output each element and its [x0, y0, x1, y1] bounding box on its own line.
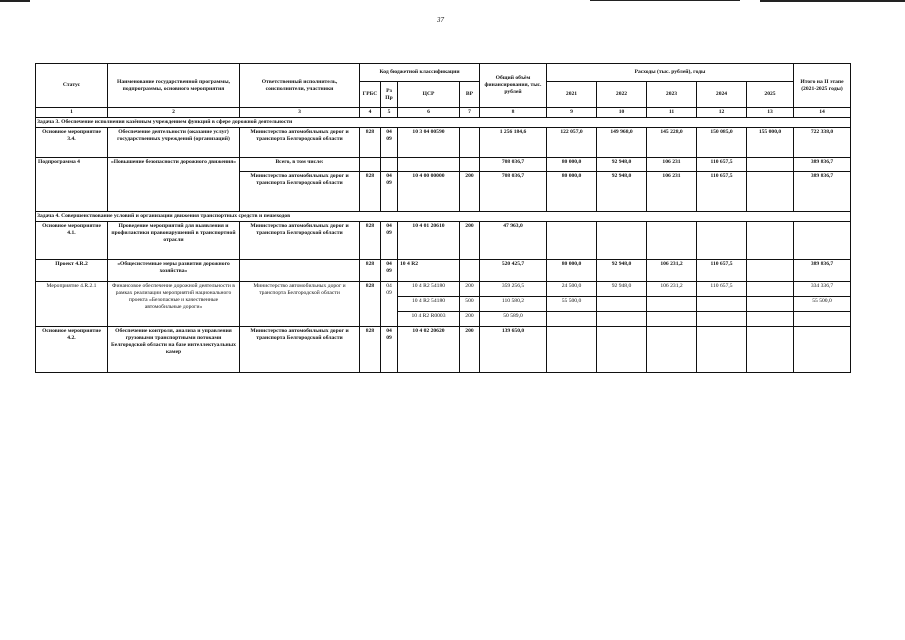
cell-status: Основное мероприятие 4.2. [36, 327, 108, 373]
cell-grbs: 828 [360, 260, 381, 282]
cell-2021: 122 057,0 [547, 128, 597, 158]
cell-2023: 106 231 [647, 172, 697, 212]
cell-2023 [647, 297, 697, 312]
cell-rzpr: 04 09 [381, 282, 398, 327]
cell-itogo: 389 836,7 [794, 260, 851, 282]
cell-2021 [547, 222, 597, 260]
task-3-heading: Задача 3. Обеспечение исполнения казённым учреждением функций в сфере дорожной деятельности [36, 118, 851, 128]
cell-responsible: Министерство автомобильных дорог и транспорта Белгородской области [240, 172, 360, 212]
cell-csr: 10 4 R2 54180 [398, 282, 460, 297]
cell-2025 [747, 172, 794, 212]
cell-2023: 106 231,2 [647, 282, 697, 297]
cell-itogo: 389 836,7 [794, 158, 851, 172]
cell-2023: 106 231 [647, 158, 697, 172]
cell-csr: 10 4 R2 [398, 260, 460, 282]
cell-rzpr [381, 158, 398, 172]
cell-responsible: Министерство автомобильных дорог и транспорта Белгородской области [240, 282, 360, 327]
cell-rzpr: 04 09 [381, 260, 398, 282]
cell-2021: 80 000,0 [547, 260, 597, 282]
cell-2021: 80 000,0 [547, 172, 597, 212]
column-number: 6 [398, 108, 460, 118]
cell-grbs [360, 158, 381, 172]
column-number: 3 [240, 108, 360, 118]
cell-csr: 10 4 00 00000 [398, 172, 460, 212]
cell-2024 [697, 297, 747, 312]
cell-total: 708 036,7 [480, 158, 547, 172]
cell-2025 [747, 327, 794, 373]
header-csr: ЦСР [398, 82, 460, 108]
cell-2024: 110 657,5 [697, 158, 747, 172]
cell-vr [460, 158, 480, 172]
cell-grbs: 828 [360, 222, 381, 260]
header-year-2021: 2021 [547, 82, 597, 108]
budget-table [35, 63, 851, 373]
cell-total: 50 589,0 [480, 312, 547, 327]
table-row [36, 158, 851, 172]
cell-2022: 92 948,0 [597, 172, 647, 212]
cell-name: «Общесистемные меры развития дорожного хозяйства» [108, 260, 240, 282]
header-budget-code: Код бюджетной классификации [360, 64, 480, 82]
cell-name: Финансовое обеспечение дорожной деятельности в рамках реализации мероприятий национального проекта «Безопасные и качественные автомобильные дороги» [108, 282, 240, 327]
cell-status: Подпрограмма 4 [36, 158, 108, 212]
header-rzpr: Рз Пр [381, 82, 398, 108]
cell-csr: 10 4 02 20620 [398, 327, 460, 373]
table-row [36, 128, 851, 158]
cell-responsible: Министерство автомобильных дорог и транспорта Белгородской области [240, 128, 360, 158]
cell-itogo [794, 312, 851, 327]
cell-vr: 200 [460, 327, 480, 373]
cell-status: Основное мероприятие 4.1. [36, 222, 108, 260]
cell-responsible: Министерство автомобильных дорог и транспорта Белгородской области [240, 327, 360, 373]
cell-2022 [597, 312, 647, 327]
cell-name: Обеспечение деятельности (оказание услуг) государственных учреждений (организаций) [108, 128, 240, 158]
cell-vr [460, 260, 480, 282]
header-vr: ВР [460, 82, 480, 108]
cell-vr: 200 [460, 172, 480, 212]
cell-responsible [240, 260, 360, 282]
header-program-name: Наименование государственной программы, подпрограммы, основного мероприятия [108, 64, 240, 108]
header-year-2025: 2025 [747, 82, 794, 108]
cell-2025 [747, 282, 794, 297]
cell-2023: 106 231,2 [647, 260, 697, 282]
header-grbs: ГРБС [360, 82, 381, 108]
cell-csr: 10 4 R2 R0003 [398, 312, 460, 327]
cell-2023 [647, 312, 697, 327]
column-number: 8 [480, 108, 547, 118]
cell-csr: 10 3 04 00590 [398, 128, 460, 158]
header-row [36, 64, 851, 82]
cell-2022 [597, 222, 647, 260]
cell-2024 [697, 327, 747, 373]
cell-itogo: 389 836,7 [794, 172, 851, 212]
cell-2025 [747, 260, 794, 282]
table-row [36, 260, 851, 282]
column-number: 14 [794, 108, 851, 118]
cell-2021 [547, 312, 597, 327]
cell-2025: 155 000,0 [747, 128, 794, 158]
cell-status: Мероприятие 4.R.2.1 [36, 282, 108, 327]
cell-name: «Повышение безопасности дорожного движения» [108, 158, 240, 212]
cell-vr: 500 [460, 297, 480, 312]
cell-total: 520 425,7 [480, 260, 547, 282]
cell-2024: 110 657,5 [697, 282, 747, 297]
cell-itogo: 55 500,0 [794, 297, 851, 312]
cell-itogo [794, 327, 851, 373]
column-number-row [36, 108, 851, 118]
cell-2024: 150 085,0 [697, 128, 747, 158]
header-total-funding: Общий объём финансирования, тыс. рублей [480, 64, 547, 108]
cell-vr: 200 [460, 222, 480, 260]
task-row [36, 118, 851, 128]
cell-grbs: 828 [360, 327, 381, 373]
cell-grbs: 828 [360, 128, 381, 158]
table-row [36, 222, 851, 260]
cell-2025 [747, 312, 794, 327]
cell-2021: 24 500,0 [547, 282, 597, 297]
page-number: 37 [437, 16, 444, 24]
cell-total: 359 256,5 [480, 282, 547, 297]
cell-vr: 200 [460, 312, 480, 327]
cell-total: 110 580,2 [480, 297, 547, 312]
cell-2022: 92 948,0 [597, 260, 647, 282]
column-number: 9 [547, 108, 597, 118]
task-4-heading: Задача 4. Совершенствование условий и организации движения транспортных средств и пешеходов [36, 212, 851, 222]
header-year-2023: 2023 [647, 82, 697, 108]
header-expenses: Расходы (тыс. рублей), годы [547, 64, 794, 82]
cell-rzpr: 04 09 [381, 222, 398, 260]
cell-csr [398, 158, 460, 172]
header-year-2024: 2024 [697, 82, 747, 108]
column-number: 12 [697, 108, 747, 118]
cell-status: Основное мероприятие 3.4. [36, 128, 108, 158]
cell-2022 [597, 327, 647, 373]
cell-total: 708 036,7 [480, 172, 547, 212]
scan-artifact [590, 0, 740, 1]
cell-total: 139 650,0 [480, 327, 547, 373]
cell-2022: 92 948,0 [597, 282, 647, 297]
cell-vr: 200 [460, 282, 480, 297]
column-number: 5 [381, 108, 398, 118]
cell-2021: 80 000,0 [547, 158, 597, 172]
cell-grbs: 828 [360, 172, 381, 212]
cell-2022: 149 968,0 [597, 128, 647, 158]
header-year-2022: 2022 [597, 82, 647, 108]
column-number: 11 [647, 108, 697, 118]
cell-2023 [647, 222, 697, 260]
cell-2023: 145 228,0 [647, 128, 697, 158]
scan-artifact [760, 0, 905, 2]
cell-name: Обеспечение контроля, анализа и управления грузовыми транспортными потоками Белгородской области на базе интеллектуальных камер [108, 327, 240, 373]
cell-2024: 110 657,5 [697, 260, 747, 282]
column-number: 10 [597, 108, 647, 118]
cell-2025 [747, 297, 794, 312]
cell-2022 [597, 297, 647, 312]
table-row [36, 282, 851, 297]
cell-2021 [547, 327, 597, 373]
cell-csr: 10 4 R2 54180 [398, 297, 460, 312]
header-status: Статус [36, 64, 108, 108]
column-number: 13 [747, 108, 794, 118]
header-itogo: Итого на II этапе (2021-2025 годы) [794, 64, 851, 108]
scan-artifact [0, 0, 30, 2]
cell-csr: 10 4 01 20610 [398, 222, 460, 260]
cell-grbs: 828 [360, 282, 381, 327]
cell-name: Проведение мероприятий для выявления и профилактики правонарушений в транспортной отрасли [108, 222, 240, 260]
column-number: 4 [360, 108, 381, 118]
cell-2021: 55 500,0 [547, 297, 597, 312]
cell-itogo: 722 338,0 [794, 128, 851, 158]
cell-itogo: 334 336,7 [794, 282, 851, 297]
cell-2025 [747, 222, 794, 260]
column-number: 1 [36, 108, 108, 118]
table-row [36, 327, 851, 373]
cell-itogo [794, 222, 851, 260]
cell-2022: 92 948,0 [597, 158, 647, 172]
cell-2025 [747, 158, 794, 172]
cell-rzpr: 04 09 [381, 327, 398, 373]
column-number: 7 [460, 108, 480, 118]
task-row [36, 212, 851, 222]
cell-responsible: Министерство автомобильных дорог и транспорта Белгородской области [240, 222, 360, 260]
cell-total: 1 256 184,6 [480, 128, 547, 158]
cell-status: Проект 4.R.2 [36, 260, 108, 282]
header-responsible: Ответственный исполнитель, соисполнители, участники [240, 64, 360, 108]
cell-2024: 110 657,5 [697, 172, 747, 212]
cell-vr [460, 128, 480, 158]
cell-rzpr: 04 09 [381, 172, 398, 212]
cell-total: 47 963,0 [480, 222, 547, 260]
column-number: 2 [108, 108, 240, 118]
cell-2023 [647, 327, 697, 373]
cell-2024 [697, 312, 747, 327]
cell-rzpr: 04 09 [381, 128, 398, 158]
cell-responsible: Всего, в том числе: [240, 158, 360, 172]
cell-2024 [697, 222, 747, 260]
